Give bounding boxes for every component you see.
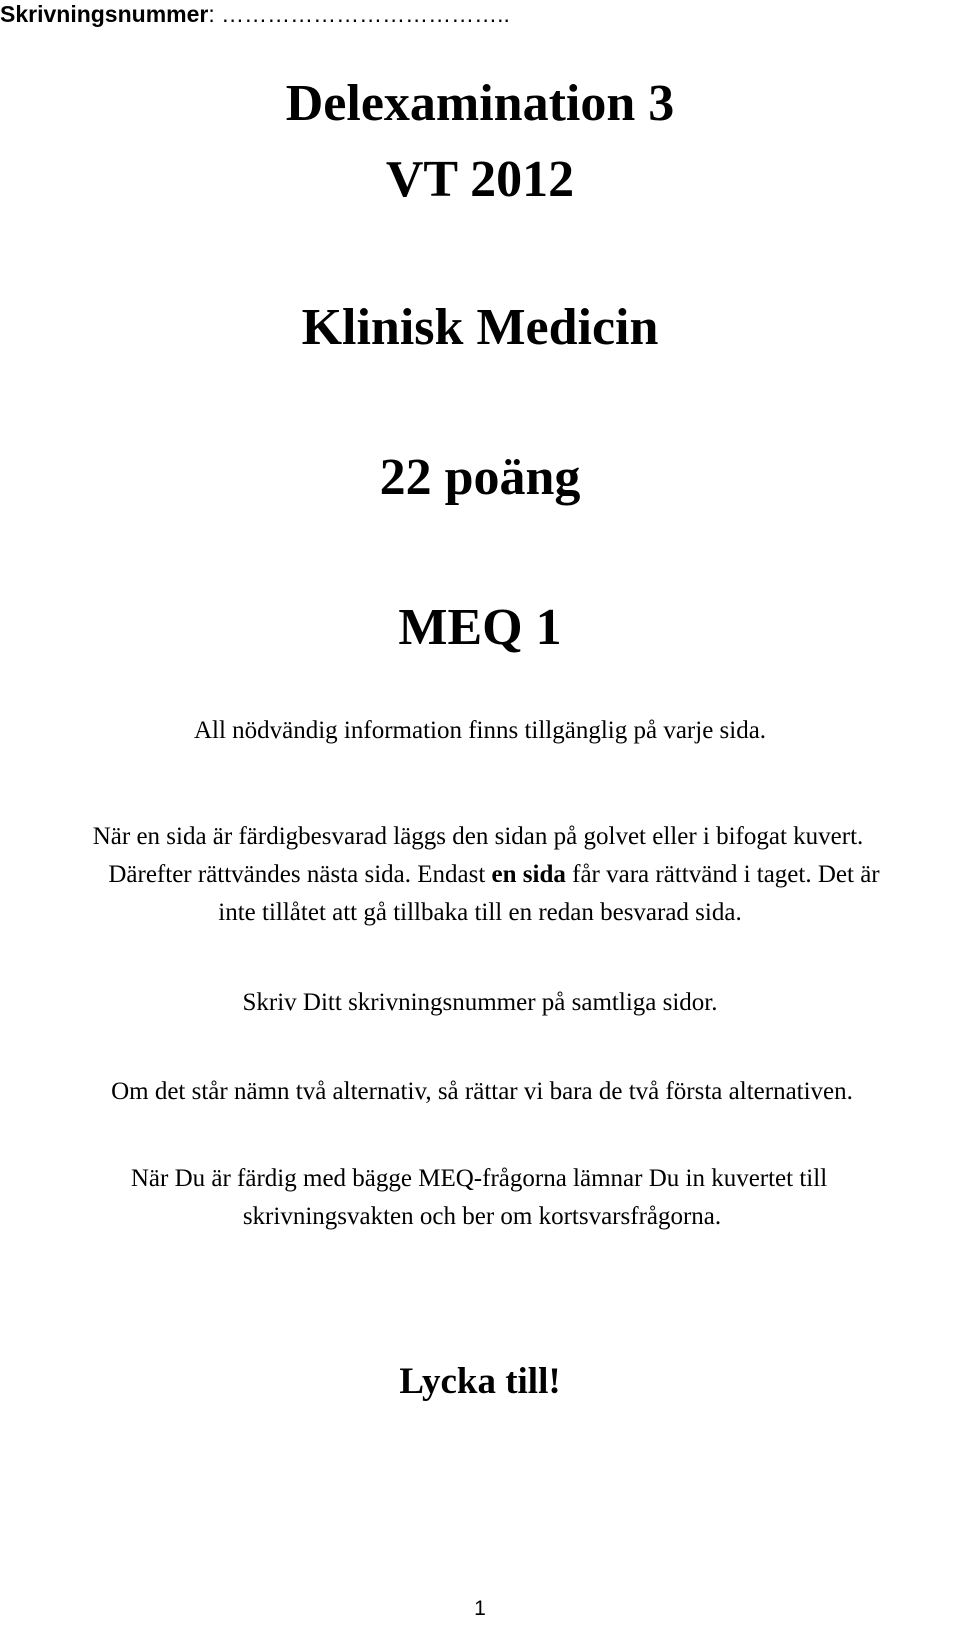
exam-part: MEQ 1 bbox=[398, 599, 562, 656]
instruction-page-line-1: När en sida är färdigbesvarad läggs den sidan på golvet eller i bifogat kuvert. bbox=[92, 823, 864, 850]
exam-number-label: Skrivningsnummer bbox=[0, 1, 209, 27]
instruction-info: All nödvändig information finns tillgänglig på varje sida. bbox=[193, 717, 767, 744]
instruction-submit-line-1: När Du är färdig med bägge MEQ-frågorna lämnar Du in kuvertet till bbox=[130, 1165, 828, 1192]
instruction-emphasis: en sida bbox=[491, 861, 566, 888]
instruction-page-line-3: inte tillåtet att gå tillbaka till en redan besvarad sida. bbox=[218, 899, 742, 926]
exam-number-blank: ……………………………….. bbox=[214, 1, 510, 27]
exam-title: Delexamination 3 bbox=[285, 75, 675, 132]
instruction-exam-number: Skriv Ditt skrivningsnummer på samtliga sidor. bbox=[242, 989, 718, 1016]
exam-number-colon: : bbox=[208, 1, 215, 27]
exam-subject: Klinisk Medicin bbox=[301, 299, 659, 356]
closing-message: Lycka till! bbox=[399, 1361, 561, 1402]
exam-points: 22 poäng bbox=[379, 449, 581, 506]
exam-term: VT 2012 bbox=[385, 151, 575, 208]
page-number: 1 bbox=[474, 1597, 486, 1620]
instruction-page-line-2-pre: Därefter rättvändes nästa sida. Endast bbox=[108, 861, 492, 888]
instruction-page-line-2 bbox=[14, 856, 960, 893]
instruction-alternatives: Om det står nämn två alternativ, så rättar vi bara de två första alternativen. bbox=[111, 1078, 853, 1105]
instruction-page-line-2-post: får vara rättvänd i taget. Det är bbox=[565, 861, 880, 888]
instruction-submit-line-2: skrivningsvakten och ber om kortsvarsfrågorna. bbox=[242, 1203, 722, 1230]
exam-number-field bbox=[0, 0, 510, 28]
